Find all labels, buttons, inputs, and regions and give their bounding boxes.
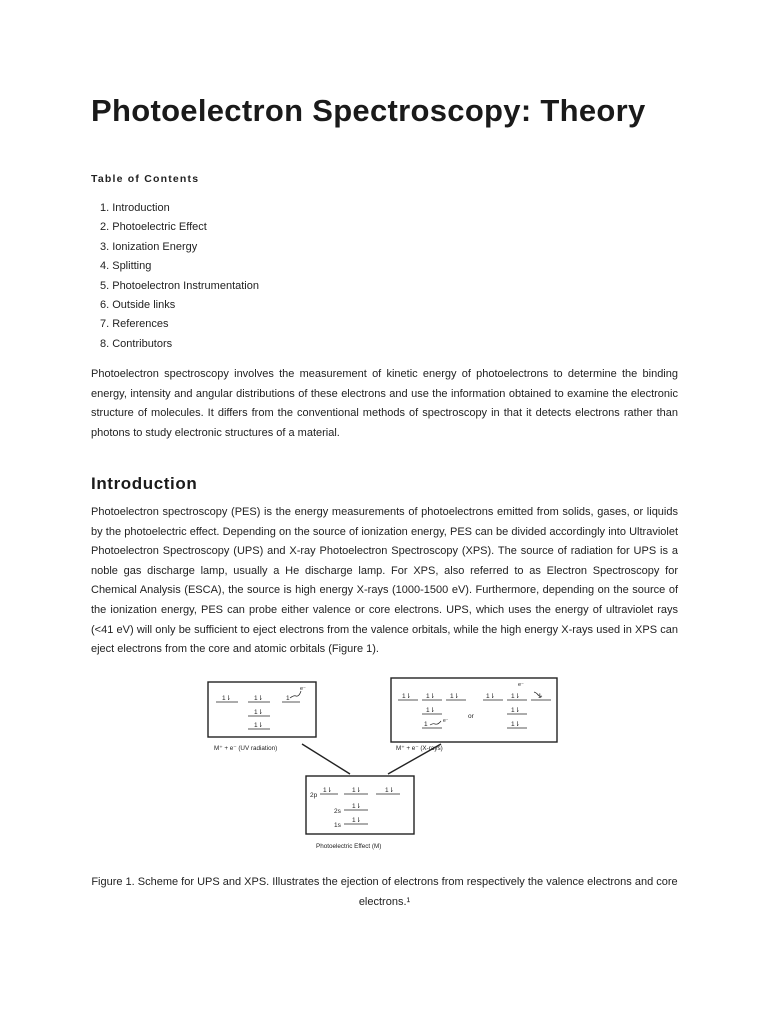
toc-item-references[interactable]: 7. References: [100, 318, 169, 331]
orbital-label-2s: 2s: [334, 808, 341, 815]
xps-valence-electron: e⁻: [518, 682, 524, 688]
ground-2p-c-pair: 1⇂: [385, 787, 395, 794]
ups-2s-pair: 1⇂: [254, 709, 264, 716]
toc-item-photoelectric-effect[interactable]: 2. Photoelectric Effect: [100, 221, 207, 234]
section-heading-introduction: Introduction: [91, 474, 198, 493]
ground-2s-pair: 1⇂: [352, 803, 362, 810]
xps-left-2p-a-pair: 1⇂: [402, 693, 412, 700]
ups-2p-c-single: 1: [286, 695, 290, 702]
toc-item-instrumentation[interactable]: 5. Photoelectron Instrumentation: [100, 279, 259, 292]
ups-2p-a-pair: 1⇂: [222, 695, 232, 702]
intro-paragraph: Photoelectron spectroscopy involves the measurement of kinetic energy of photoelectrons to determine the binding energy, intensity and angular distributions of these electrons and use the information obtained to examine the electronic structure of molecules. It differs from the conventional methods of spectroscopy in that it detects electrons rather than photons to study electronic structures of a material.: [91, 368, 678, 439]
figure-1-diagram: [200, 672, 560, 858]
xps-right-2p-c-single: 1: [538, 693, 542, 700]
ups-box-label: M⁺ + e⁻ (UV radiation): [214, 745, 278, 752]
xps-left-2p-c-pair: 1⇂: [450, 693, 460, 700]
xps-left-1s-single: 1: [424, 721, 428, 728]
page-title: Photoelectron Spectroscopy: Theory: [91, 93, 646, 128]
ups-1s-pair: 1⇂: [254, 722, 264, 729]
ground-2p-a-pair: 1⇂: [323, 787, 333, 794]
orbital-label-2p: 2p: [310, 792, 318, 799]
toc-item-splitting[interactable]: 4. Splitting: [100, 260, 152, 273]
ground-2p-b-pair: 1⇂: [352, 787, 362, 794]
xps-right-2s-pair: 1⇂: [511, 707, 521, 714]
xps-or-label: or: [468, 713, 474, 720]
toc-item-contributors[interactable]: 8. Contributors: [100, 337, 173, 350]
xps-right-2p-a-pair: 1⇂: [486, 693, 496, 700]
toc-heading: Table of Contents: [91, 173, 200, 185]
xps-left-2s-pair: 1⇂: [426, 707, 436, 714]
toc-item-outside-links[interactable]: 6. Outside links: [100, 299, 176, 312]
xps-left-2p-b-pair: 1⇂: [426, 693, 436, 700]
xps-right-1s-pair: 1⇂: [511, 721, 521, 728]
ups-ejection-squiggle: [290, 691, 301, 698]
orbital-label-1s: 1s: [334, 822, 341, 829]
ups-ejected-electron: e⁻: [300, 686, 306, 692]
xps-box: [391, 678, 557, 742]
figure-1-caption: Figure 1. Scheme for UPS and XPS. Illustrates the ejection of electrons from respectively the valence electrons and core electrons.¹: [91, 876, 678, 908]
toc-item-ionization-energy[interactable]: 3. Ionization Energy: [100, 240, 198, 253]
toc-item-introduction[interactable]: 1. Introduction: [100, 202, 170, 214]
ups-connector-line: [302, 744, 350, 774]
introduction-paragraph: Photoelectron spectroscopy (PES) is the energy measurements of photoelectrons emitted from solids, gases, or liquids by the photoelectric effect. Depending on the source of ionization energy, PES can be divided accordingly into Ultraviolet Photoelectron Spectroscopy (UPS) and X-ray Photoelectron Spectroscopy (XPS). The source of radiation for UPS is a noble gas discharge lamp, usually a He discharge lamp. For XPS, also referred to as Electron Spectroscopy for Chemical Analysis (ESCA), the source is high energy X-rays (1000-1500 eV). Furthermore, depending on the source of the ionization energy, PES can probe either valence or core electrons. UPS, which uses the energy of ultraviolet rays (<41 eV) will only be sufficient to eject electrons from the valence orbitals, while the high energy X-rays used in XPS can eject electrons from the core and atomic orbitals (Figure 1).: [91, 506, 678, 656]
xps-core-ejection-squiggle: [430, 721, 441, 725]
xps-core-electron: e⁻: [443, 718, 449, 724]
photoelectric-effect-label: Photoelectric Effect (M): [316, 843, 382, 850]
xps-box-label: M⁺ + e⁻ (X-rays): [396, 745, 443, 752]
ups-2p-b-pair: 1⇂: [254, 695, 264, 702]
xps-right-2p-b-pair: 1⇂: [511, 693, 521, 700]
ground-1s-pair: 1⇂: [352, 817, 362, 824]
toc-list: [100, 199, 259, 354]
